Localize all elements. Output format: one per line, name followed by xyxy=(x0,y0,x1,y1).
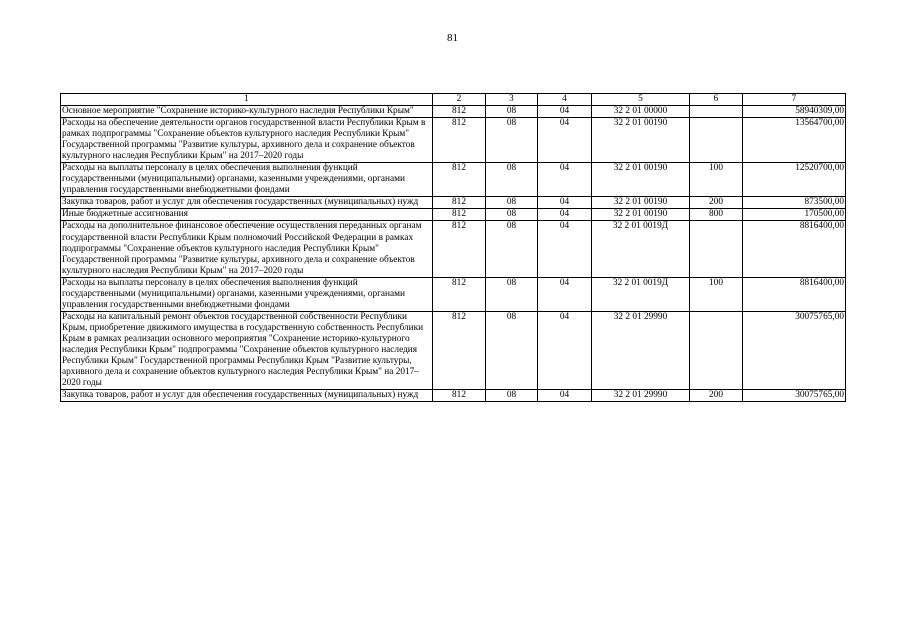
column-header: 7 xyxy=(743,94,846,106)
table-row xyxy=(61,118,846,163)
row-description: Иные бюджетные ассигнования xyxy=(61,209,433,221)
row-target-article: 32 2 01 00190 xyxy=(592,209,690,221)
row-section-code: 08 xyxy=(486,118,538,163)
row-expense-type: 200 xyxy=(690,390,743,402)
row-description: Расходы на обеспечение деятельности органов государственной власти Республики Крым в рамках подпрограммы "Сохранение объектов культурного наследия Республики Крым" Государственной программы "Развитие культуры, архивного дела и сохранение объектов культурного наследия Республики Крым" на 2017–2020 годы xyxy=(61,118,433,163)
row-subsection-code: 04 xyxy=(538,209,592,221)
row-description: Закупка товаров, работ и услуг для обеспечения государственных (муниципальных) нужд xyxy=(61,197,433,209)
header-row xyxy=(61,94,846,106)
row-expense-type: 100 xyxy=(690,277,743,311)
table-row xyxy=(61,197,846,209)
page-number: 81 xyxy=(447,32,458,44)
budget-table xyxy=(60,93,846,402)
column-header: 1 xyxy=(61,94,433,106)
row-target-article: 32 2 01 00000 xyxy=(592,106,690,118)
row-section-code: 08 xyxy=(486,209,538,221)
row-expense-type xyxy=(690,221,743,277)
row-expense-type: 800 xyxy=(690,209,743,221)
row-expense-type xyxy=(690,311,743,389)
row-amount: 58940309,00 xyxy=(743,106,846,118)
table-row xyxy=(61,106,846,118)
row-description: Закупка товаров, работ и услуг для обеспечения государственных (муниципальных) нужд xyxy=(61,390,433,402)
row-grbs-code: 812 xyxy=(433,209,486,221)
row-section-code: 08 xyxy=(486,106,538,118)
row-subsection-code: 04 xyxy=(538,118,592,163)
row-grbs-code: 812 xyxy=(433,221,486,277)
column-header: 4 xyxy=(538,94,592,106)
row-target-article: 32 2 01 29990 xyxy=(592,311,690,389)
row-section-code: 08 xyxy=(486,311,538,389)
table-body xyxy=(61,106,846,402)
row-expense-type: 100 xyxy=(690,163,743,197)
row-subsection-code: 04 xyxy=(538,106,592,118)
row-amount: 13564700,00 xyxy=(743,118,846,163)
table-row xyxy=(61,390,846,402)
table-row xyxy=(61,209,846,221)
row-amount: 8816400,00 xyxy=(743,221,846,277)
column-header: 2 xyxy=(433,94,486,106)
row-subsection-code: 04 xyxy=(538,221,592,277)
row-grbs-code: 812 xyxy=(433,390,486,402)
column-header: 3 xyxy=(486,94,538,106)
table-row xyxy=(61,277,846,311)
row-target-article: 32 2 01 00190 xyxy=(592,163,690,197)
row-section-code: 08 xyxy=(486,221,538,277)
table-row xyxy=(61,221,846,277)
table-row xyxy=(61,163,846,197)
row-description: Расходы на капитальный ремонт объектов государственной собственности Республики Крым, приобретение движимого имущества в государственную собственность Республики Крым в рамках реализации основного мероприятия "Сохранение историко-культурного наследия Республики Крым" подпрограммы "Сохранение объектов культурного наследия Республики Крым" Государственной программы Республики Крым "Развитие культуры, архивного дела и сохранение объектов культурного наследия Республики Крым" на 2017–2020 годы xyxy=(61,311,433,389)
row-target-article: 32 2 01 00190 xyxy=(592,197,690,209)
column-header: 5 xyxy=(592,94,690,106)
row-description: Расходы на выплаты персоналу в целях обеспечения выполнения функций государственными (муниципальными) органами, казенными учреждениями, органами управления государственными внебюджетными фондами xyxy=(61,277,433,311)
row-subsection-code: 04 xyxy=(538,197,592,209)
table-row xyxy=(61,311,846,389)
row-expense-type xyxy=(690,118,743,163)
row-target-article: 32 2 01 0019Д xyxy=(592,277,690,311)
row-subsection-code: 04 xyxy=(538,277,592,311)
row-amount: 170500,00 xyxy=(743,209,846,221)
row-subsection-code: 04 xyxy=(538,311,592,389)
row-grbs-code: 812 xyxy=(433,106,486,118)
row-description: Расходы на выплаты персоналу в целях обеспечения выполнения функций государственными (муниципальными) органами, казенными учреждениями, органами управления государственными внебюджетными фондами xyxy=(61,163,433,197)
row-grbs-code: 812 xyxy=(433,163,486,197)
row-subsection-code: 04 xyxy=(538,390,592,402)
row-amount: 30075765,00 xyxy=(743,311,846,389)
row-amount: 12520700,00 xyxy=(743,163,846,197)
row-description: Расходы на дополнительное финансовое обеспечение осуществления переданных органам государственной власти Республики Крым полномочий Российской Федерации в рамках подпрограммы "Сохранение объектов культурного наследия Республики Крым" Государственной программы "Развитие культуры, архивного дела и сохранение объектов культурного наследия Республики Крым" на 2017–2020 годы xyxy=(61,221,433,277)
row-grbs-code: 812 xyxy=(433,277,486,311)
row-amount: 30075765,00 xyxy=(743,390,846,402)
row-section-code: 08 xyxy=(486,277,538,311)
row-target-article: 32 2 01 0019Д xyxy=(592,221,690,277)
row-section-code: 08 xyxy=(486,163,538,197)
row-expense-type xyxy=(690,106,743,118)
row-amount: 8816400,00 xyxy=(743,277,846,311)
row-subsection-code: 04 xyxy=(538,163,592,197)
row-expense-type: 200 xyxy=(690,197,743,209)
row-description: Основное мероприятие "Сохранение историко-культурного наследия Республики Крым" xyxy=(61,106,433,118)
column-header: 6 xyxy=(690,94,743,106)
row-section-code: 08 xyxy=(486,197,538,209)
row-grbs-code: 812 xyxy=(433,118,486,163)
row-amount: 873500,00 xyxy=(743,197,846,209)
row-target-article: 32 2 01 29990 xyxy=(592,390,690,402)
row-section-code: 08 xyxy=(486,390,538,402)
row-grbs-code: 812 xyxy=(433,197,486,209)
row-grbs-code: 812 xyxy=(433,311,486,389)
row-target-article: 32 2 01 00190 xyxy=(592,118,690,163)
